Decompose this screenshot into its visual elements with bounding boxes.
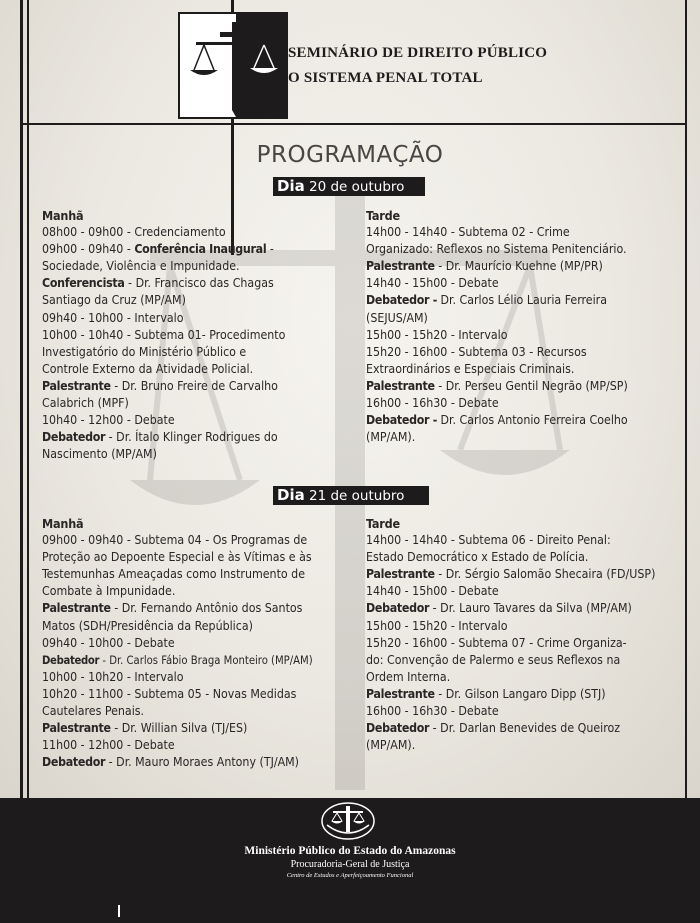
footer-center: Centro de Estudos e Aperfeiçoamento Funcional bbox=[286, 872, 414, 879]
line-text: 15h20 - 16h00 - Subtema 07 - Crime Organiza- bbox=[366, 635, 627, 650]
schedule-line bbox=[42, 703, 362, 720]
schedule-line bbox=[366, 686, 681, 703]
schedule-line bbox=[42, 737, 362, 754]
schedule-line bbox=[42, 310, 362, 327]
line-text: Ordem Interna. bbox=[366, 669, 451, 684]
schedule-line bbox=[366, 635, 681, 652]
schedule-line bbox=[366, 275, 681, 292]
schedule-line bbox=[42, 532, 362, 549]
line-text: 14h40 - 15h00 - Debate bbox=[366, 276, 499, 291]
line-text: Estado Democrático x Estado de Polícia. bbox=[366, 550, 589, 565]
schedule-line bbox=[42, 395, 362, 412]
line-text: - Dr. Perseu Gentil Negrão (MP/SP) bbox=[434, 378, 628, 393]
role-label: Palestrante bbox=[42, 601, 111, 616]
role-label: Palestrante bbox=[366, 378, 435, 393]
schedule-line bbox=[366, 258, 681, 275]
schedule-line bbox=[42, 566, 362, 583]
schedule-line bbox=[42, 446, 362, 463]
schedule-lines bbox=[42, 532, 362, 771]
line-text: Dr. Carlos Antonio Ferreira Coelho bbox=[437, 413, 628, 428]
right-border-bar bbox=[685, 0, 687, 798]
line-text: 16h00 - 16h30 - Debate bbox=[366, 704, 499, 719]
schedule-line bbox=[366, 618, 681, 635]
line-text: - Dr. Gilson Langaro Dipp (STJ) bbox=[434, 686, 606, 701]
section-heading: Tarde bbox=[366, 208, 400, 223]
role-label: Debatedor bbox=[42, 653, 100, 667]
schedule-line bbox=[366, 292, 681, 309]
schedule-line bbox=[42, 720, 362, 737]
role-label: Palestrante bbox=[366, 567, 435, 582]
line-text: 14h00 - 14h40 - Subtema 02 - Crime bbox=[366, 225, 570, 240]
schedule-line bbox=[366, 361, 681, 378]
line-text: Proteção ao Depoente Especial e às Vítimas e às bbox=[42, 550, 312, 565]
line-text: - Dr. Fernando Antônio dos Santos bbox=[110, 601, 303, 616]
seminar-logo bbox=[178, 12, 288, 119]
line-text: - Dr. Carlos Fábio Braga Monteiro (MP/AM) bbox=[99, 653, 313, 667]
line-text: - Dr. Ítalo Klinger Rodrigues do bbox=[105, 430, 278, 445]
line-text: - Dr. Sérgio Salomão Shecaira (FD/USP) bbox=[434, 567, 656, 582]
role-label: Debatedor - bbox=[366, 293, 437, 308]
justice-scales-sword-icon bbox=[180, 14, 286, 117]
schedule-line bbox=[42, 241, 362, 258]
line-text: Controle Externo da Atividade Policial. bbox=[42, 361, 254, 376]
line-text: Calabrich (MPF) bbox=[42, 396, 129, 411]
line-text: do: Convenção de Palermo e seus Reflexos na bbox=[366, 652, 621, 667]
role-label: Palestrante bbox=[366, 686, 435, 701]
left-border-thin bbox=[27, 0, 29, 798]
line-text: 14h00 - 14h40 - Subtema 06 - Direito Penal: bbox=[366, 533, 611, 548]
role-label: Conferência Inaugural bbox=[134, 242, 267, 257]
section-heading: Manhã bbox=[42, 516, 84, 531]
left-border-bar bbox=[20, 0, 23, 798]
schedule-line bbox=[366, 566, 681, 583]
day2-morning-column bbox=[42, 515, 362, 771]
line-text: - Dr. Francisco das Chagas bbox=[124, 276, 274, 291]
schedule-line bbox=[42, 361, 362, 378]
program-heading: PROGRAMAÇÃO bbox=[256, 142, 444, 168]
line-text: Cautelares Penais. bbox=[42, 704, 145, 719]
schedule-line bbox=[42, 600, 362, 617]
schedule-line bbox=[366, 412, 681, 429]
line-text: 10h20 - 11h00 - Subtema 05 - Novas Medidas bbox=[42, 686, 297, 701]
schedule-line bbox=[366, 549, 681, 566]
role-label: Debatedor bbox=[42, 755, 106, 770]
line-text: 16h00 - 16h30 - Debate bbox=[366, 396, 499, 411]
line-text: 14h40 - 15h00 - Debate bbox=[366, 584, 499, 599]
line-text: Organizado: Reflexos no Sistema Penitenciário. bbox=[366, 242, 627, 257]
line-text: (SEJUS/AM) bbox=[366, 310, 428, 325]
schedule-line bbox=[42, 258, 362, 275]
schedule-line bbox=[366, 720, 681, 737]
schedule-line bbox=[42, 686, 362, 703]
schedule-line bbox=[42, 378, 362, 395]
schedule-line bbox=[42, 327, 362, 344]
role-label: Palestrante bbox=[42, 378, 111, 393]
schedule-line bbox=[366, 310, 681, 327]
line-text: - Dr. Maurício Kuehne (MP/PR) bbox=[434, 259, 603, 274]
line-text: Investigatório do Ministério Público e bbox=[42, 344, 247, 359]
schedule-line bbox=[42, 224, 362, 241]
line-text: - bbox=[266, 242, 274, 257]
schedule-line bbox=[42, 412, 362, 429]
schedule-line bbox=[42, 669, 362, 686]
role-label: Debatedor - bbox=[366, 413, 437, 428]
schedule-line bbox=[366, 703, 681, 720]
schedule-line bbox=[42, 652, 362, 669]
schedule-line bbox=[366, 429, 681, 446]
schedule-line bbox=[366, 669, 681, 686]
schedule-line bbox=[366, 395, 681, 412]
schedule-line bbox=[366, 532, 681, 549]
day-banner bbox=[273, 486, 429, 505]
schedule-line bbox=[366, 737, 681, 754]
day1-morning-column bbox=[42, 207, 362, 463]
line-text: Testemunhas Ameaçadas como Instrumento de bbox=[42, 567, 306, 582]
schedule-lines bbox=[42, 224, 362, 463]
line-text: Matos (SDH/Presidência da República) bbox=[42, 618, 253, 633]
line-text: 15h20 - 16h00 - Subtema 03 - Recursos bbox=[366, 344, 587, 359]
schedule-line bbox=[42, 583, 362, 600]
schedule-line bbox=[366, 344, 681, 361]
line-text: - Dr. Darlan Benevides de Queiroz bbox=[429, 721, 621, 736]
schedule-line bbox=[42, 635, 362, 652]
line-text: 09h00 - 09h40 - bbox=[42, 242, 135, 257]
schedule-line bbox=[42, 754, 362, 771]
schedule-line bbox=[42, 618, 362, 635]
line-text: - Dr. Willian Silva (TJ/ES) bbox=[110, 721, 248, 736]
line-text: Dr. Carlos Lélio Lauria Ferreira bbox=[437, 293, 608, 308]
line-text: 10h00 - 10h20 - Intervalo bbox=[42, 669, 184, 684]
line-text: (MP/AM). bbox=[366, 430, 416, 445]
line-text: 15h00 - 15h20 - Intervalo bbox=[366, 618, 508, 633]
line-text: 10h00 - 10h40 - Subtema 01- Procedimento bbox=[42, 327, 286, 342]
line-text: 15h00 - 15h20 - Intervalo bbox=[366, 327, 508, 342]
header-rule bbox=[20, 123, 687, 125]
schedule-lines bbox=[366, 532, 681, 754]
day2-afternoon-column bbox=[366, 515, 681, 754]
line-text: Sociedade, Violência e Impunidade. bbox=[42, 259, 240, 274]
line-text: - Dr. Mauro Moraes Antony (TJ/AM) bbox=[105, 755, 299, 770]
line-text: Extraordinários e Especiais Criminais. bbox=[366, 361, 575, 376]
line-text: - Dr. Lauro Tavares da Silva (MP/AM) bbox=[429, 601, 632, 616]
seminar-subtitle: O SISTEMA PENAL TOTAL bbox=[288, 70, 483, 86]
line-text: 08h00 - 09h00 - Credenciamento bbox=[42, 225, 226, 240]
role-label: Debatedor bbox=[42, 430, 106, 445]
schedule-line bbox=[42, 275, 362, 292]
schedule-line bbox=[366, 600, 681, 617]
line-text: 10h40 - 12h00 - Debate bbox=[42, 413, 175, 428]
schedule-line bbox=[366, 224, 681, 241]
schedule-line bbox=[42, 292, 362, 309]
section-heading: Tarde bbox=[366, 516, 400, 531]
schedule-line bbox=[366, 652, 681, 669]
mp-emblem-icon bbox=[319, 801, 377, 841]
day-label: Dia bbox=[277, 486, 305, 504]
line-text: - Dr. Bruno Freire de Carvalho bbox=[110, 378, 278, 393]
role-label: Conferencista bbox=[42, 276, 125, 291]
schedule-line bbox=[42, 429, 362, 446]
line-text: 11h00 - 12h00 - Debate bbox=[42, 738, 175, 753]
line-text: 09h40 - 10h00 - Debate bbox=[42, 635, 175, 650]
role-label: Debatedor bbox=[366, 601, 430, 616]
section-heading: Manhã bbox=[42, 208, 84, 223]
line-text: 09h00 - 09h40 - Subtema 04 - Os Programas de bbox=[42, 533, 308, 548]
line-text: Santiago da Cruz (MP/AM) bbox=[42, 293, 186, 308]
day-date: 21 de outubro bbox=[309, 488, 405, 504]
schedule-line bbox=[42, 344, 362, 361]
role-label: Palestrante bbox=[42, 721, 111, 736]
day-banner bbox=[273, 177, 425, 196]
line-text: 09h40 - 10h00 - Intervalo bbox=[42, 310, 184, 325]
role-label: Debatedor bbox=[366, 721, 430, 736]
day-date: 20 de outubro bbox=[309, 179, 405, 195]
day-label: Dia bbox=[277, 177, 305, 195]
footer-org: Ministério Público do Estado do Amazonas bbox=[244, 845, 456, 857]
schedule-lines bbox=[366, 224, 681, 446]
schedule-line bbox=[366, 327, 681, 344]
schedule-line bbox=[366, 583, 681, 600]
role-label: Palestrante bbox=[366, 259, 435, 274]
footer-mark bbox=[118, 905, 120, 917]
footer-dept: Procuradoria-Geral de Justiça bbox=[290, 859, 410, 870]
line-text: Nascimento (MP/AM) bbox=[42, 447, 157, 462]
line-text: Combate à Impunidade. bbox=[42, 584, 176, 599]
seminar-title: SEMINÁRIO DE DIREITO PÚBLICO bbox=[288, 45, 548, 61]
schedule-line bbox=[42, 549, 362, 566]
schedule-line bbox=[366, 241, 681, 258]
line-text: (MP/AM). bbox=[366, 738, 416, 753]
schedule-line bbox=[366, 378, 681, 395]
day1-afternoon-column bbox=[366, 207, 681, 446]
